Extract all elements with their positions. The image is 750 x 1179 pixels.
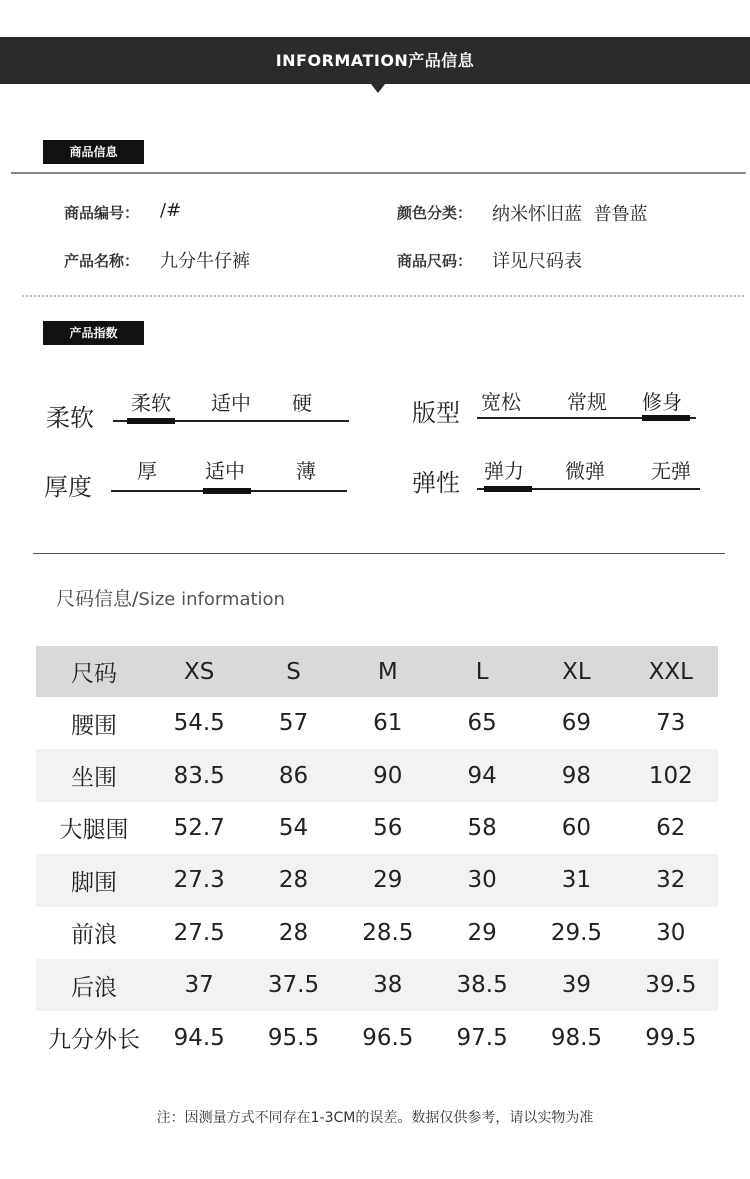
color-value: 纳米怀旧蓝 普鲁蓝 [492, 204, 648, 225]
header-cell: L [435, 646, 529, 697]
size-value: 详见尺码表 [492, 251, 582, 272]
table-cell: 94.5 [173, 1024, 225, 1051]
table-row [36, 907, 718, 959]
table-cell: 39.5 [624, 959, 718, 1011]
softness-option-hard: 硬 [292, 391, 312, 415]
table-cell: 27.5 [173, 919, 225, 946]
table-cell: 38 [341, 959, 435, 1011]
table-cell: 90 [341, 749, 435, 801]
elasticity-selected-marker [484, 486, 532, 492]
table-cell: 54.5 [173, 710, 225, 737]
row-label-cell: 坐围 [36, 749, 152, 801]
thickness-option-thin: 薄 [296, 459, 316, 483]
table-cell: 54 [278, 814, 309, 841]
softness-selected-marker [127, 418, 175, 424]
table-cell: 58 [467, 814, 497, 841]
table-cell: 95.5 [267, 1024, 320, 1051]
table-cell: 30 [656, 919, 686, 946]
table-cell: 62 [656, 814, 686, 841]
size-label: 商品尺码： [397, 252, 473, 270]
measurement-note: 注：因测量方式不同存在1-3CM的误差。数据仅供参考，请以实物为准 [156, 1110, 594, 1126]
table-cell: 96.5 [362, 1024, 414, 1051]
elasticity-option-none: 无弹 [651, 459, 691, 483]
table-cell: 39 [529, 959, 623, 1011]
row-label-cell: 后浪 [36, 959, 152, 1011]
header-banner [0, 37, 750, 84]
product-code-value: /# [160, 200, 182, 221]
row-label-cell: 前浪 [71, 922, 118, 949]
header-cell: 尺码 [36, 646, 152, 697]
size-info-title-en: Size information [138, 589, 285, 610]
table-row [36, 1011, 718, 1063]
product-index-tag: 产品指数 [43, 321, 144, 345]
table-cell: 65 [467, 710, 497, 737]
table-cell: 31 [529, 854, 623, 906]
table-cell: 97.5 [456, 1024, 508, 1051]
thickness-selected-marker [203, 488, 251, 494]
table-row [36, 802, 718, 854]
row-label-cell: 脚围 [36, 854, 152, 906]
fit-option-loose: 宽松 [481, 390, 521, 414]
product-name-value: 九分牛仔裤 [160, 251, 250, 272]
header-cell: S [246, 646, 340, 697]
table-cell: 56 [373, 814, 403, 841]
table-cell: 28 [278, 919, 309, 946]
header-cell: XS [152, 646, 246, 697]
color-label: 颜色分类： [397, 204, 473, 222]
table-cell: 60 [561, 814, 592, 841]
table-cell: 98.5 [550, 1024, 603, 1051]
product-name-label: 产品名称： [64, 252, 140, 270]
elasticity-scale-name: 弹性 [412, 469, 460, 497]
row-label-cell: 腰围 [71, 712, 118, 739]
softness-option-medium: 适中 [211, 391, 251, 415]
table-cell: 98 [529, 749, 623, 801]
elasticity-option-slight: 微弹 [565, 459, 605, 483]
table-row [36, 959, 718, 1011]
table-cell: 61 [373, 710, 403, 737]
softness-option-soft: 柔软 [131, 391, 171, 415]
product-info-tag: 商品信息 [43, 140, 144, 164]
table-cell: 69 [561, 710, 592, 737]
table-row [36, 854, 718, 906]
table-cell: 28.5 [362, 919, 414, 946]
table-cell: 28 [246, 854, 340, 906]
header-cell: XXL [624, 646, 718, 697]
table-cell: 52.7 [173, 814, 225, 841]
table-cell: 29 [341, 854, 435, 906]
table-cell: 27.3 [152, 854, 246, 906]
section-divider [11, 172, 746, 174]
table-cell: 102 [624, 749, 718, 801]
table-cell: 83.5 [152, 749, 246, 801]
banner-pointer [371, 84, 385, 93]
section-divider-2 [33, 553, 725, 554]
row-label-cell: 九分外长 [48, 1027, 141, 1054]
elasticity-option-stretch: 弹力 [484, 459, 524, 483]
size-table-header [36, 646, 718, 697]
thickness-option-medium: 适中 [205, 459, 245, 483]
table-cell: 29 [467, 919, 497, 946]
header-cell: M [341, 646, 435, 697]
row-label-cell: 大腿围 [59, 817, 129, 844]
table-cell: 57 [278, 710, 309, 737]
size-info-title [56, 584, 285, 611]
thickness-option-thick: 厚 [137, 459, 157, 483]
table-cell: 94 [435, 749, 529, 801]
table-row [36, 697, 718, 749]
thickness-scale-name: 厚度 [44, 473, 92, 501]
product-code-label: 商品编号： [64, 204, 140, 222]
table-cell: 29.5 [550, 919, 603, 946]
dotted-divider [22, 295, 744, 297]
fit-option-slim: 修身 [642, 390, 682, 414]
table-cell: 30 [435, 854, 529, 906]
size-info-title-cn: 尺码信息/ [56, 588, 139, 610]
table-cell: 38.5 [435, 959, 529, 1011]
table-cell: 32 [624, 854, 718, 906]
table-cell: 37.5 [246, 959, 340, 1011]
size-table [36, 646, 718, 1064]
table-cell: 86 [246, 749, 340, 801]
table-cell: 73 [656, 710, 686, 737]
softness-scale-name: 柔软 [46, 404, 94, 432]
table-cell: 37 [152, 959, 246, 1011]
fit-option-regular: 常规 [567, 390, 607, 414]
header-cell: XL [529, 646, 623, 697]
table-cell: 99.5 [645, 1024, 697, 1051]
table-row [36, 749, 718, 801]
fit-scale-name: 版型 [412, 399, 460, 427]
banner-title: INFORMATION产品信息 [275, 51, 475, 70]
fit-selected-marker [642, 415, 690, 421]
